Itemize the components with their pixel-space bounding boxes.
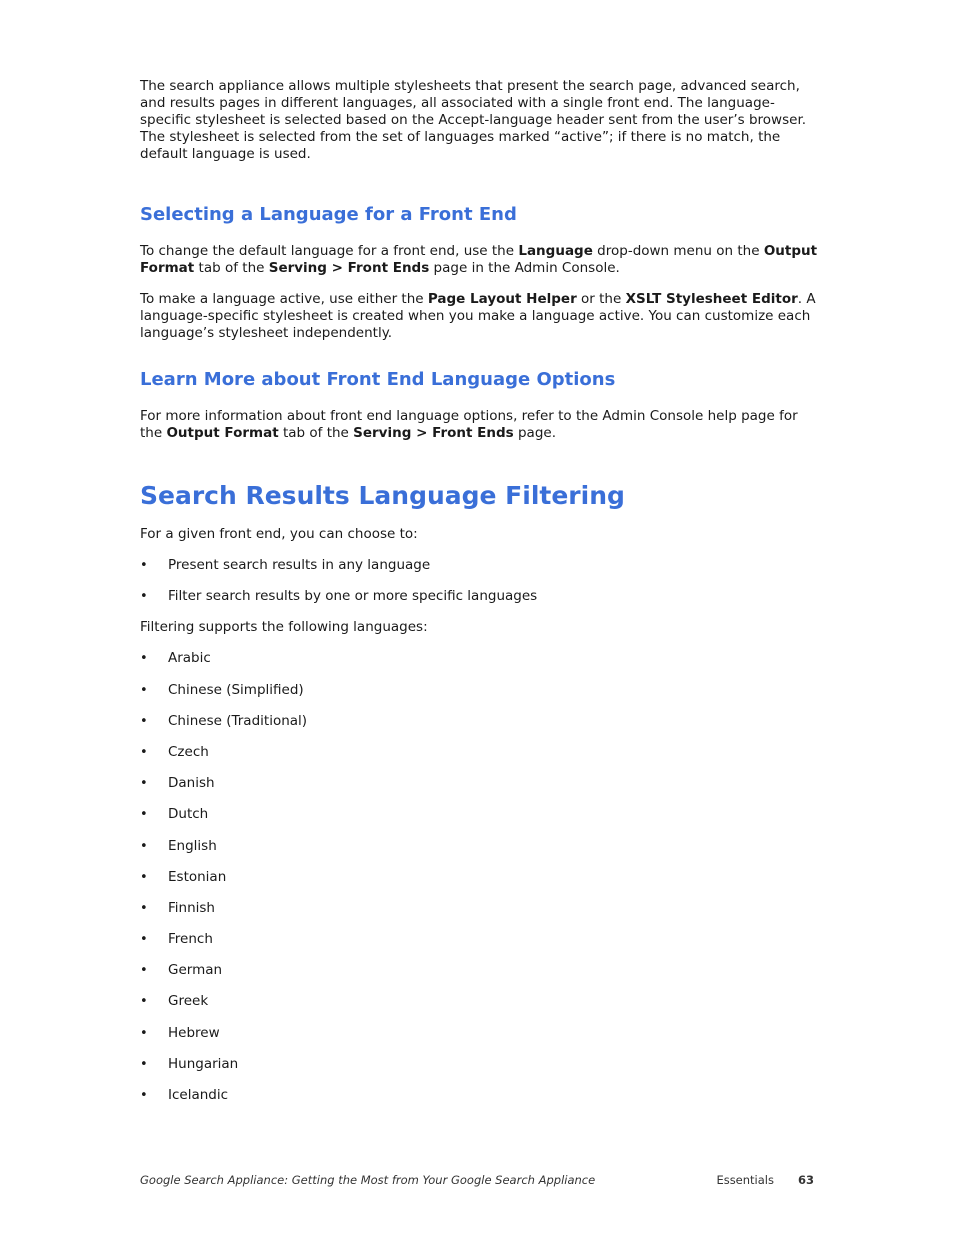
bullet-icon: •: [140, 963, 148, 979]
bold-language: Language: [518, 243, 593, 259]
list-item-text: Hungarian: [168, 1055, 239, 1072]
choice-item: [140, 588, 820, 605]
language-item: [140, 744, 820, 761]
footer-page-number: 63: [797, 1173, 814, 1187]
list-item-text: English: [168, 837, 217, 854]
bullet-icon: •: [140, 932, 148, 948]
list-item-text: Chinese (Simplified): [168, 681, 304, 698]
bold-output-format-2: Output Format: [166, 425, 279, 441]
choice-item: [140, 557, 820, 574]
list-item-text: Finnish: [168, 899, 215, 916]
bullet-icon: •: [140, 869, 148, 885]
language-item: [140, 931, 820, 948]
bullet-icon: •: [140, 900, 148, 916]
bold-xslt-stylesheet-editor: XSLT Stylesheet Editor: [625, 291, 798, 307]
heading-search-results-language-filtering: Search Results Language Filtering: [140, 481, 625, 510]
language-item: [140, 650, 820, 667]
paragraph-more-information: For more information about front end language options, refer to the Admin Console help page for the Output Format tab of the Serving > Front Ends page.: [140, 408, 798, 441]
bullet-icon: •: [140, 994, 148, 1010]
list-item-text: Arabic: [168, 650, 211, 667]
bullet-icon: •: [140, 558, 148, 573]
language-item: [140, 869, 820, 886]
bold-page-layout-helper: Page Layout Helper: [427, 291, 577, 307]
language-item: [140, 713, 820, 730]
list-item-text: German: [168, 962, 223, 979]
page-footer: [140, 1173, 814, 1191]
choices-list: [140, 557, 820, 605]
bullet-icon: •: [140, 838, 148, 854]
paragraph-choose-to: For a given front end, you can choose to:: [140, 526, 418, 542]
list-item-text: Hebrew: [168, 1024, 220, 1041]
bold-output-format: Output Format: [140, 243, 818, 276]
list-item-text: Icelandic: [168, 1087, 229, 1103]
bullet-icon: •: [140, 1025, 148, 1041]
bullet-icon: •: [140, 682, 148, 698]
bullet-icon: •: [140, 651, 148, 667]
list-item-text: Filter search results by one or more specific languages: [168, 588, 538, 605]
bullet-icon: •: [140, 807, 148, 823]
page-content: [140, 78, 820, 1118]
bullet-icon: •: [140, 776, 148, 792]
language-item: [140, 806, 820, 823]
heading-selecting-language: Selecting a Language for a Front End: [140, 204, 517, 225]
list-item-text: Dutch: [168, 806, 209, 823]
language-item: [140, 1025, 820, 1042]
language-item: [140, 900, 820, 917]
language-item: [140, 993, 820, 1010]
footer-section-name: Essentials: [716, 1173, 774, 1187]
list-item-text: Estonian: [168, 868, 227, 885]
list-item-text: Present search results in any language: [168, 557, 431, 573]
bullet-icon: •: [140, 713, 148, 729]
footer-document-title: Google Search Appliance: Getting the Most from Your Google Search Appliance: [140, 1173, 596, 1187]
list-item-text: Danish: [168, 775, 215, 792]
intro-paragraph: The search appliance allows multiple stylesheets that present the search page, advanced search, and results pages in different languages, all associated with a single front end. The language-specific stylesheet is selected based on the Accept-language header sent from the user’s browser. The stylesheet is selected from the set of languages marked “active”; if there is no match, the default language is used.: [140, 78, 807, 162]
list-item-text: Greek: [168, 993, 209, 1010]
bold-serving-front-ends: Serving > Front Ends: [268, 260, 430, 276]
bold-serving-front-ends-2: Serving > Front Ends: [353, 425, 514, 441]
paragraph-filtering-supports: Filtering supports the following languages:: [140, 619, 428, 636]
list-item-text: French: [168, 931, 213, 948]
heading-learn-more: Learn More about Front End Language Options: [140, 369, 616, 390]
list-item-text: Chinese (Traditional): [168, 712, 308, 729]
bullet-icon: •: [140, 589, 148, 605]
language-item: [140, 1056, 820, 1073]
bullet-icon: •: [140, 1056, 148, 1072]
language-item: [140, 682, 820, 699]
language-item: [140, 838, 820, 855]
language-item: [140, 775, 820, 792]
languages-list: [140, 650, 820, 1104]
paragraph-change-default-language: To change the default language for a front end, use the Language drop-down menu on the Output Format tab of the Serving > Front Ends page in the Admin Console.: [140, 243, 818, 276]
list-item-text: Czech: [168, 743, 209, 760]
bullet-icon: •: [140, 1088, 148, 1103]
language-item: [140, 1087, 820, 1104]
bullet-icon: •: [140, 744, 148, 760]
paragraph-make-language-active: To make a language active, use either the Page Layout Helper or the XSLT Stylesheet Editor. A language-specific stylesheet is created when you make a language active. You can customize each language’s stylesheet independently.: [140, 291, 816, 341]
language-item: [140, 962, 820, 979]
